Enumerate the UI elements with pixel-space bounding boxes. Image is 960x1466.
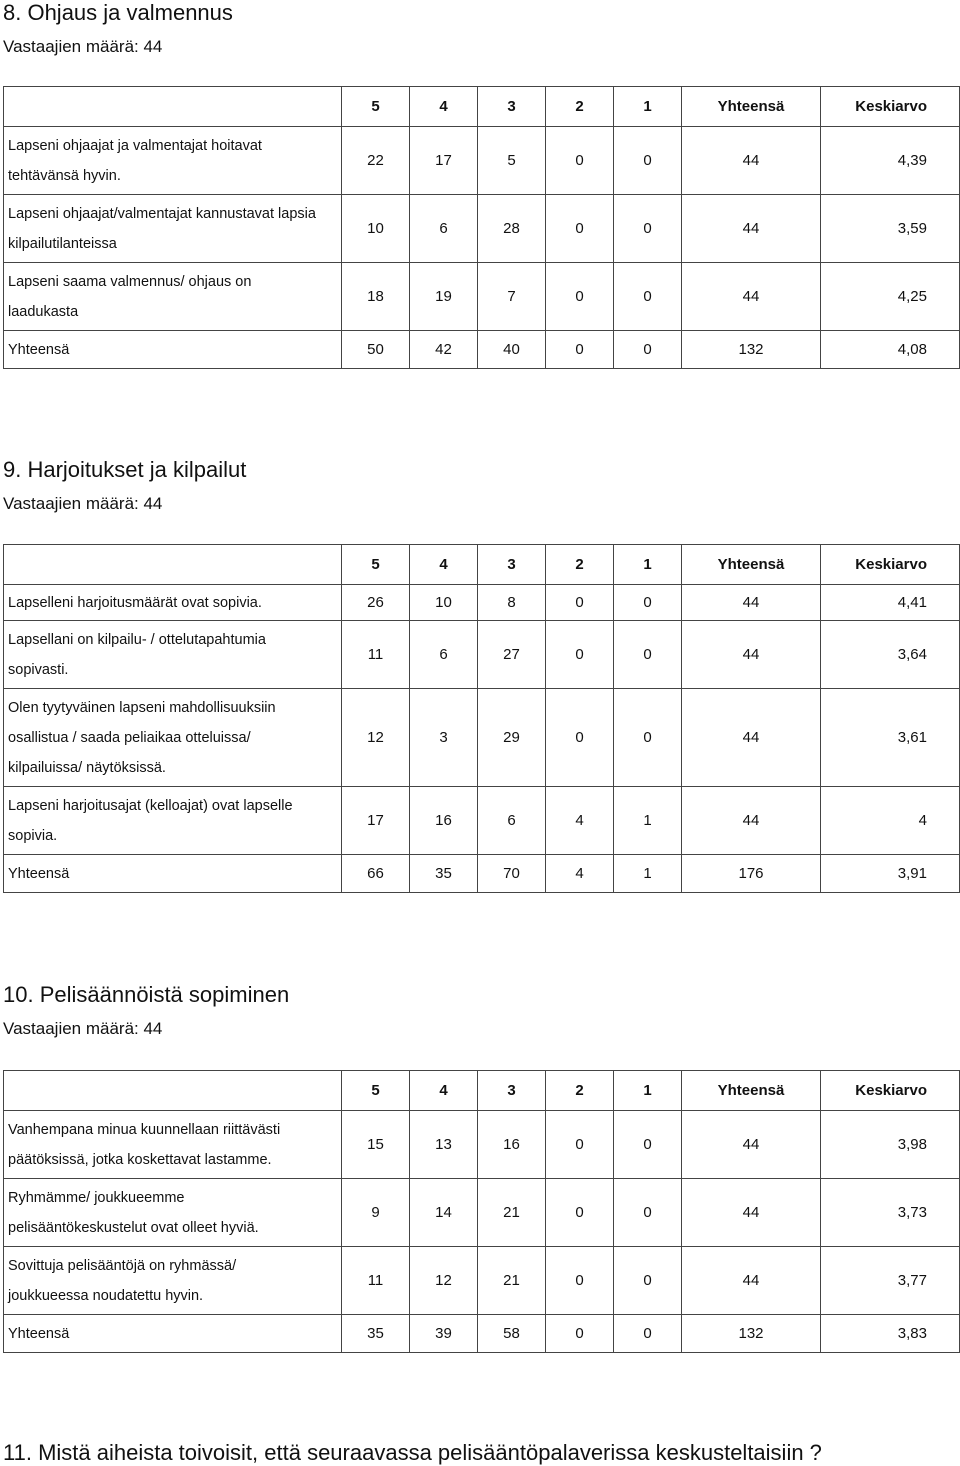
section-10-table bbox=[3, 1070, 960, 1353]
value-cell: 6 bbox=[410, 195, 478, 263]
table-row bbox=[4, 1179, 960, 1247]
value-cell: 21 bbox=[478, 1247, 546, 1315]
total-row-label: Yhteensä bbox=[4, 331, 342, 369]
table-row bbox=[4, 787, 960, 855]
value-cell: 16 bbox=[478, 1111, 546, 1179]
value-cell: 6 bbox=[478, 787, 546, 855]
value-cell: 0 bbox=[614, 689, 682, 787]
value-cell: 0 bbox=[546, 1247, 614, 1315]
label-line: laadukasta bbox=[8, 303, 79, 320]
value-cell: 7 bbox=[478, 263, 546, 331]
header-3: 3 bbox=[478, 87, 546, 127]
section-8-title: 8. Ohjaus ja valmennus bbox=[3, 0, 233, 25]
total-cell: 132 bbox=[682, 1315, 821, 1353]
total-cell: 176 bbox=[682, 855, 821, 893]
value-cell: 26 bbox=[342, 585, 410, 621]
label-line: kilpailutilanteissa bbox=[8, 235, 117, 252]
value-cell: 18 bbox=[342, 263, 410, 331]
header-5: 5 bbox=[342, 1071, 410, 1111]
average-cell: 3,73 bbox=[821, 1179, 960, 1247]
header-2: 2 bbox=[546, 87, 614, 127]
total-cell: 44 bbox=[682, 689, 821, 787]
header-average: Keskiarvo bbox=[821, 87, 960, 127]
header-average: Keskiarvo bbox=[821, 1071, 960, 1111]
value-cell: 9 bbox=[342, 1179, 410, 1247]
table-header-row bbox=[4, 1071, 960, 1111]
value-cell: 0 bbox=[546, 263, 614, 331]
total-cell: 44 bbox=[682, 1111, 821, 1179]
value-cell: 4 bbox=[546, 787, 614, 855]
value-cell: 22 bbox=[342, 127, 410, 195]
total-cell: 44 bbox=[682, 787, 821, 855]
total-cell: 132 bbox=[682, 331, 821, 369]
header-total: Yhteensä bbox=[682, 87, 821, 127]
label-line: sopivasti. bbox=[8, 661, 69, 678]
row-label bbox=[4, 1111, 342, 1179]
section-9-respondents: Vastaajien määrä: 44 bbox=[3, 494, 163, 513]
label-line: Lapsellani on kilpailu- / ottelutapahtumia bbox=[8, 631, 266, 648]
table-header-row bbox=[4, 87, 960, 127]
value-cell: 39 bbox=[410, 1315, 478, 1353]
row-label bbox=[4, 1179, 342, 1247]
label-line: päätöksissä, jotka koskettavat lastamme. bbox=[8, 1151, 272, 1168]
value-cell: 10 bbox=[342, 195, 410, 263]
total-cell: 44 bbox=[682, 195, 821, 263]
table-row bbox=[4, 621, 960, 689]
row-label bbox=[4, 263, 342, 331]
value-cell: 27 bbox=[478, 621, 546, 689]
label-line: Lapseni ohjaajat ja valmentajat hoitavat bbox=[8, 137, 262, 154]
value-cell: 5 bbox=[478, 127, 546, 195]
total-row bbox=[4, 331, 960, 369]
label-line: tehtävänsä hyvin. bbox=[8, 167, 121, 184]
value-cell: 28 bbox=[478, 195, 546, 263]
value-cell: 58 bbox=[478, 1315, 546, 1353]
header-3: 3 bbox=[478, 545, 546, 585]
section-9-table bbox=[3, 544, 960, 893]
row-label bbox=[4, 195, 342, 263]
average-cell: 3,64 bbox=[821, 621, 960, 689]
row-label bbox=[4, 621, 342, 689]
value-cell: 0 bbox=[614, 621, 682, 689]
label-line: Olen tyytyväinen lapseni mahdollisuuksiin bbox=[8, 699, 276, 716]
average-cell: 4,25 bbox=[821, 263, 960, 331]
row-label bbox=[4, 127, 342, 195]
value-cell: 35 bbox=[342, 1315, 410, 1353]
header-blank-cell bbox=[4, 545, 342, 585]
total-row bbox=[4, 1315, 960, 1353]
value-cell: 0 bbox=[614, 585, 682, 621]
value-cell: 0 bbox=[614, 127, 682, 195]
header-4: 4 bbox=[410, 545, 478, 585]
value-cell: 50 bbox=[342, 331, 410, 369]
value-cell: 12 bbox=[410, 1247, 478, 1315]
value-cell: 0 bbox=[614, 1247, 682, 1315]
value-cell: 21 bbox=[478, 1179, 546, 1247]
value-cell: 17 bbox=[342, 787, 410, 855]
label-line: Vanhempana minua kuunnellaan riittävästi bbox=[8, 1121, 281, 1138]
header-blank-cell bbox=[4, 87, 342, 127]
value-cell: 0 bbox=[546, 195, 614, 263]
value-cell: 14 bbox=[410, 1179, 478, 1247]
table-row bbox=[4, 1247, 960, 1315]
label-line: Lapseni ohjaajat/valmentajat kannustavat lapsia bbox=[8, 205, 316, 222]
header-5: 5 bbox=[342, 87, 410, 127]
value-cell: 0 bbox=[546, 1315, 614, 1353]
label-line: osallistua / saada peliaikaa otteluissa/ bbox=[8, 729, 251, 746]
value-cell: 35 bbox=[410, 855, 478, 893]
label-line: joukkueessa noudatettu hyvin. bbox=[8, 1287, 204, 1304]
label-line: Lapselleni harjoitusmäärät ovat sopivia. bbox=[8, 594, 262, 611]
value-cell: 66 bbox=[342, 855, 410, 893]
total-cell: 44 bbox=[682, 585, 821, 621]
value-cell: 0 bbox=[614, 263, 682, 331]
header-total: Yhteensä bbox=[682, 1071, 821, 1111]
table-row bbox=[4, 195, 960, 263]
total-row bbox=[4, 855, 960, 893]
total-cell: 44 bbox=[682, 1247, 821, 1315]
value-cell: 10 bbox=[410, 585, 478, 621]
row-label bbox=[4, 585, 342, 621]
value-cell: 0 bbox=[546, 1179, 614, 1247]
total-row-label: Yhteensä bbox=[4, 855, 342, 893]
label-line: Lapseni saama valmennus/ ohjaus on bbox=[8, 273, 252, 290]
value-cell: 8 bbox=[478, 585, 546, 621]
header-1: 1 bbox=[614, 1071, 682, 1111]
value-cell: 40 bbox=[478, 331, 546, 369]
value-cell: 0 bbox=[546, 585, 614, 621]
header-5: 5 bbox=[342, 545, 410, 585]
average-cell: 4,08 bbox=[821, 331, 960, 369]
section-10-respondents: Vastaajien määrä: 44 bbox=[3, 1019, 163, 1038]
total-cell: 44 bbox=[682, 263, 821, 331]
section-8-table bbox=[3, 86, 960, 369]
value-cell: 17 bbox=[410, 127, 478, 195]
value-cell: 29 bbox=[478, 689, 546, 787]
total-cell: 44 bbox=[682, 127, 821, 195]
table-row bbox=[4, 689, 960, 787]
value-cell: 11 bbox=[342, 1247, 410, 1315]
row-label bbox=[4, 787, 342, 855]
value-cell: 19 bbox=[410, 263, 478, 331]
label-line: kilpailuissa/ näytöksissä. bbox=[8, 759, 166, 776]
section-10-title: 10. Pelisäännöistä sopiminen bbox=[3, 982, 290, 1007]
value-cell: 16 bbox=[410, 787, 478, 855]
header-4: 4 bbox=[410, 87, 478, 127]
total-cell: 44 bbox=[682, 621, 821, 689]
label-line: Ryhmämme/ joukkueemme bbox=[8, 1189, 185, 1206]
value-cell: 0 bbox=[614, 331, 682, 369]
table-row bbox=[4, 127, 960, 195]
value-cell: 42 bbox=[410, 331, 478, 369]
row-label bbox=[4, 689, 342, 787]
average-cell: 3,98 bbox=[821, 1111, 960, 1179]
value-cell: 0 bbox=[546, 621, 614, 689]
total-cell: 44 bbox=[682, 1179, 821, 1247]
header-2: 2 bbox=[546, 545, 614, 585]
value-cell: 1 bbox=[614, 855, 682, 893]
value-cell: 11 bbox=[342, 621, 410, 689]
table-row bbox=[4, 1111, 960, 1179]
value-cell: 0 bbox=[546, 331, 614, 369]
value-cell: 3 bbox=[410, 689, 478, 787]
header-total: Yhteensä bbox=[682, 545, 821, 585]
table-header-row bbox=[4, 545, 960, 585]
table-row bbox=[4, 263, 960, 331]
average-cell: 4 bbox=[821, 787, 960, 855]
value-cell: 15 bbox=[342, 1111, 410, 1179]
average-cell: 4,39 bbox=[821, 127, 960, 195]
average-cell: 3,83 bbox=[821, 1315, 960, 1353]
average-cell: 3,91 bbox=[821, 855, 960, 893]
value-cell: 0 bbox=[614, 1111, 682, 1179]
average-cell: 4,41 bbox=[821, 585, 960, 621]
header-4: 4 bbox=[410, 1071, 478, 1111]
table-row bbox=[4, 585, 960, 621]
section-8-respondents: Vastaajien määrä: 44 bbox=[3, 37, 163, 56]
value-cell: 0 bbox=[546, 689, 614, 787]
header-3: 3 bbox=[478, 1071, 546, 1111]
average-cell: 3,61 bbox=[821, 689, 960, 787]
value-cell: 70 bbox=[478, 855, 546, 893]
value-cell: 0 bbox=[614, 1315, 682, 1353]
value-cell: 13 bbox=[410, 1111, 478, 1179]
average-cell: 3,77 bbox=[821, 1247, 960, 1315]
header-average: Keskiarvo bbox=[821, 545, 960, 585]
header-1: 1 bbox=[614, 87, 682, 127]
value-cell: 1 bbox=[614, 787, 682, 855]
label-line: Sovittuja pelisääntöjä on ryhmässä/ bbox=[8, 1257, 237, 1274]
value-cell: 6 bbox=[410, 621, 478, 689]
label-line: sopivia. bbox=[8, 827, 58, 844]
value-cell: 0 bbox=[614, 195, 682, 263]
header-2: 2 bbox=[546, 1071, 614, 1111]
header-blank-cell bbox=[4, 1071, 342, 1111]
average-cell: 3,59 bbox=[821, 195, 960, 263]
section-9-title: 9. Harjoitukset ja kilpailut bbox=[3, 457, 247, 482]
total-row-label: Yhteensä bbox=[4, 1315, 342, 1353]
header-1: 1 bbox=[614, 545, 682, 585]
value-cell: 4 bbox=[546, 855, 614, 893]
section-11-question: 11. Mistä aiheista toivoisit, että seuraavassa pelisääntöpalaverissa keskusteltaisiin ? bbox=[3, 1440, 822, 1465]
value-cell: 0 bbox=[546, 1111, 614, 1179]
label-line: Lapseni harjoitusajat (kelloajat) ovat lapselle bbox=[8, 797, 293, 814]
value-cell: 0 bbox=[546, 127, 614, 195]
label-line: pelisääntökeskustelut ovat olleet hyviä. bbox=[8, 1219, 259, 1236]
value-cell: 0 bbox=[614, 1179, 682, 1247]
value-cell: 12 bbox=[342, 689, 410, 787]
row-label bbox=[4, 1247, 342, 1315]
